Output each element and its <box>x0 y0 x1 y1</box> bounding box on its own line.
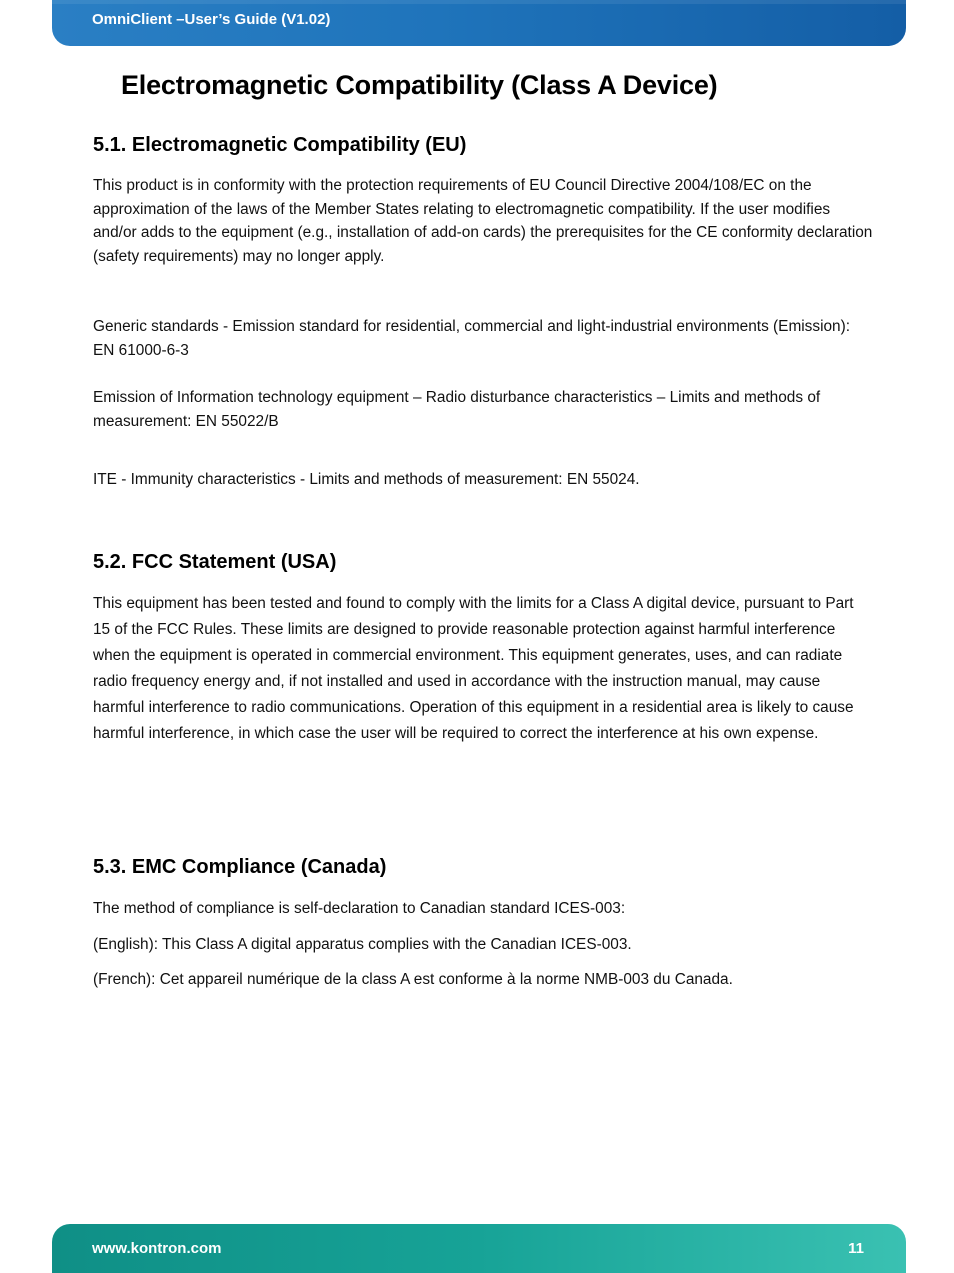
footer-page-number: 11 <box>848 1240 864 1257</box>
header-document-title: OmniClient –User’s Guide (V1.02) <box>92 11 331 28</box>
page-footer <box>52 1224 906 1273</box>
paragraph-fcc-statement: This equipment has been tested and found to comply with the limits for a Class A digital device, pursuant to Part 15 of the FCC Rules. These limits are designed to provide reasonable protection against harmful interference when the equipment is operated in commercial environment. This equipment generates, uses, and can radiate radio frequency energy and, if not installed and used in accordance with the instruction manual, may cause harmful interference to radio communications. Operation of this equipment in a residential area is likely to cause harmful interference, in which case the user will be required to correct the interference at his own expense. <box>93 595 854 742</box>
section-heading-eu: 5.1. Electromagnetic Compatibility (EU) <box>93 134 467 156</box>
chapter-title: Electromagnetic Compatibility (Class A Device) <box>121 70 718 100</box>
paragraph-eu-immunity: ITE - Immunity characteristics - Limits and methods of measurement: EN 55024. <box>93 471 640 488</box>
page-header <box>52 0 906 46</box>
paragraph-canada-english: (English): This Class A digital apparatus complies with the Canadian ICES-003. <box>93 936 632 953</box>
paragraph-canada-method: The method of compliance is self-declaration to Canadian standard ICES-003: <box>93 900 626 917</box>
footer-website-link[interactable]: www.kontron.com <box>92 1240 222 1257</box>
paragraph-canada-french: (French): Cet appareil numérique de la class A est conforme à la norme NMB-003 du Canada. <box>93 971 733 988</box>
paragraph-eu-conformity: This product is in conformity with the protection requirements of EU Council Directive 2004/108/EC on the approximation of the laws of the Member States relating to electromagnetic compatibility. If the user modifies and/or adds to the equipment (e.g., installation of add-on cards) the prerequisites for the CE conformity declaration (safety requirements) may no longer apply. <box>93 177 873 265</box>
paragraph-eu-generic-standards: Generic standards - Emission standard for residential, commercial and light-industrial environments (Emission): EN 61000-6-3 <box>93 318 851 359</box>
paragraph-eu-emission: Emission of Information technology equipment – Radio disturbance characteristics – Limits and methods of measurement: EN 55022/B <box>93 389 821 430</box>
section-heading-fcc: 5.2. FCC Statement (USA) <box>93 551 337 573</box>
section-heading-canada: 5.3. EMC Compliance (Canada) <box>93 856 387 878</box>
